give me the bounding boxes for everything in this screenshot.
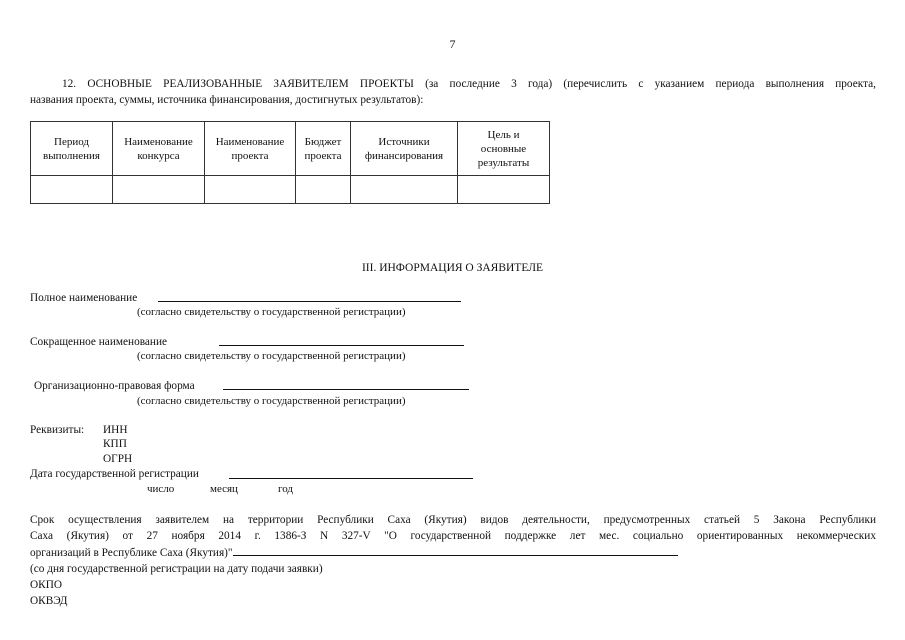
header-funding-sources: Источники финансирования — [351, 122, 458, 176]
header-project-name: Наименование проекта — [205, 122, 296, 176]
section-12-heading — [30, 76, 876, 108]
day-hint: число — [147, 483, 175, 495]
legal-form-hint: (согласно свидетельству о государственной регистрации) — [137, 395, 406, 407]
cell-budget[interactable] — [296, 176, 351, 204]
header-goal-results: Цель и основные результаты — [458, 122, 550, 176]
header-budget: Бюджет проекта — [296, 122, 351, 176]
section-12-line-2: названия проекта, суммы, источника финансирования, достигнутых результатов): — [30, 94, 424, 106]
term-line-1: Срок осуществления заявителем на территории Республики Саха (Якутия) видов деятельности, предусмотренных статьей 5 Закона Республики — [30, 514, 876, 526]
cell-contest-name[interactable] — [113, 176, 205, 204]
short-name-field[interactable] — [219, 345, 464, 346]
term-paragraph — [30, 512, 876, 609]
ogrn-label: ОГРН — [103, 453, 133, 465]
cell-funding-sources[interactable] — [351, 176, 458, 204]
short-name-hint: (согласно свидетельству о государственной регистрации) — [137, 350, 406, 362]
okpo-label: ОКПО — [30, 579, 63, 591]
requisites-label: Реквизиты: — [30, 424, 85, 436]
legal-form-field[interactable] — [223, 389, 469, 390]
section-12-line-1: 12. ОСНОВНЫЕ РЕАЛИЗОВАННЫЕ ЗАЯВИТЕЛЕМ ПРОЕКТЫ (за последние 3 года) (перечислить с указанием периода выполнения проекта, — [62, 78, 876, 90]
short-name-label: Сокращенное наименование — [30, 336, 168, 348]
table-header-row — [31, 122, 550, 176]
projects-table — [30, 121, 550, 204]
term-field[interactable] — [233, 544, 678, 556]
full-name-hint: (согласно свидетельству о государственной регистрации) — [137, 306, 406, 318]
month-hint: месяц — [210, 483, 238, 495]
cell-project-name[interactable] — [205, 176, 296, 204]
full-name-label: Полное наименование — [30, 292, 138, 304]
table-row — [31, 176, 550, 204]
inn-label: ИНН — [103, 424, 128, 436]
term-line-3: организаций в Республике Саха (Якутия)" — [30, 547, 678, 559]
cell-goal-results[interactable] — [458, 176, 550, 204]
page-number: 7 — [449, 37, 456, 51]
term-line-2: Саха (Якутия) от 27 ноября 2014 г. 1386-З N 327-V "О государственной поддержке лет мес. социально ориентированных некоммерческих — [30, 530, 876, 542]
registration-date-field[interactable] — [229, 478, 473, 479]
okved-label: ОКВЭД — [30, 595, 68, 607]
cell-period[interactable] — [31, 176, 113, 204]
registration-date-label: Дата государственной регистрации — [30, 468, 199, 480]
kpp-label: КПП — [103, 438, 127, 450]
full-name-field[interactable] — [158, 301, 461, 302]
legal-form-label: Организационно-правовая форма — [34, 380, 195, 392]
header-contest-name: Наименование конкурса — [113, 122, 205, 176]
term-note: (со дня государственной регистрации на дату подачи заявки) — [30, 563, 323, 575]
section-3-title: III. ИНФОРМАЦИЯ О ЗАЯВИТЕЛЕ — [361, 262, 544, 274]
header-period: Период выполнения — [31, 122, 113, 176]
year-hint: год — [278, 483, 294, 495]
